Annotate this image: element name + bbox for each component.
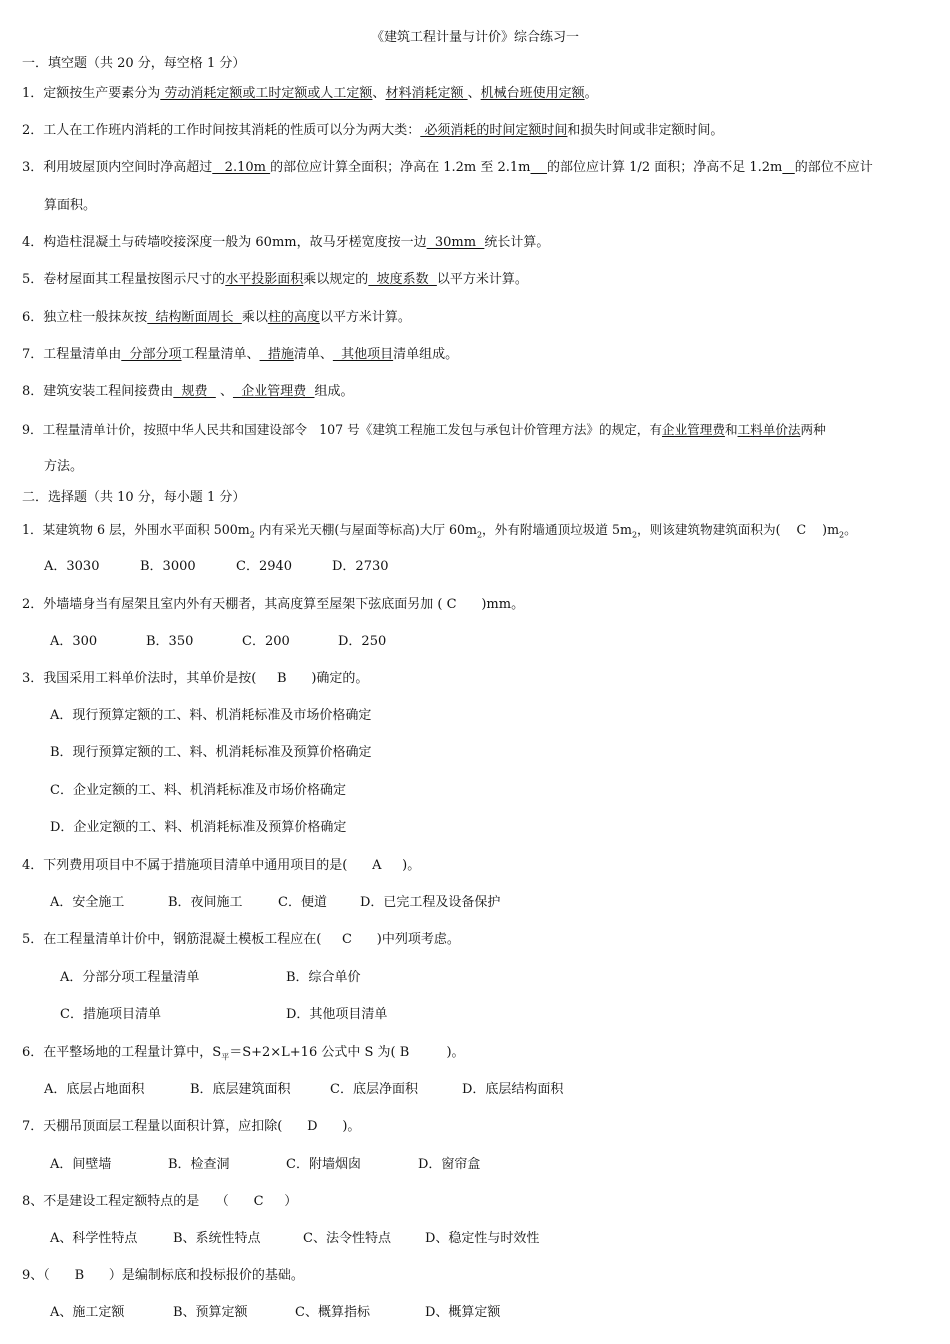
answer-1a: 劳动消耗定额或工时定额或人工定额 [160, 86, 373, 101]
option-item: A．底层占地面积 [44, 1082, 145, 1097]
fill-question-5: 5．卷材屋面其工程量按图示尺寸的水平投影面积乘以规定的 坡度系数 以平方米计算。 [22, 272, 528, 287]
choice-question-4: 4．下列费用项目中不属于措施项目清单中通用项目的是( A )。 [22, 858, 421, 873]
fill-question-1: 1．定额按生产要素分为 劳动消耗定额或工时定额或人工定额、材料消耗定额 、机械台班使用定额。 [22, 86, 598, 101]
answer-5b: 坡度系数 [368, 272, 437, 287]
option-item: B．夜间施工 [168, 895, 243, 910]
option-item: A．3030 [44, 559, 100, 574]
option-item: D．250 [338, 634, 387, 649]
choice-question-6: 6．在平整场地的工程量计算中，$S_平=S+2\times L+16$ 公式中 S 为( B )。 [22, 1045, 465, 1062]
choice-6-options [44, 1082, 563, 1098]
fill-question-3: 3．利用坡屋顶内空间时净高超过 2.10m 的部位应计算全面积；净高在 1.2m 至 2.1m 的部位应计算 1/2 面积；净高不足 1.2m 的部位不应计 [22, 160, 873, 175]
document-title: 《建筑工程计量与计价》综合练习一 [370, 30, 579, 45]
answer-7b: 措施 [259, 347, 294, 362]
option-item: A、施工定额 [50, 1305, 125, 1320]
option-item: D、概算定额 [425, 1305, 501, 1320]
option-item: C．2940 [236, 559, 293, 574]
answer-6a: 结构断面周长 [147, 310, 242, 325]
option-item: B、预算定额 [173, 1305, 248, 1320]
option-item: B．350 [146, 634, 194, 649]
answer-7a: 分部分项 [121, 347, 182, 362]
option-item: C．底层净面积 [330, 1082, 418, 1097]
answer-7c: 其他项目 [332, 347, 394, 362]
choice-2-options [50, 634, 386, 650]
option-item: A．现行预算定额的工、料、机消耗标准及市场价格确定 [50, 708, 372, 723]
option-item: B．底层建筑面积 [190, 1082, 291, 1097]
fill-question-4: 4．构造柱混凝土与砖墙咬接深度一般为 60mm，故马牙槎宽度按一边 30mm 统长计算。 [22, 235, 550, 250]
answer-6b: 柱的高度 [267, 310, 320, 325]
answer-5a: 水平投影面积 [225, 272, 304, 287]
option-item: C．企业定额的工、料、机消耗标准及市场价格确定 [50, 783, 346, 798]
option-item: D．底层结构面积 [462, 1082, 564, 1097]
option-item: B．检查洞 [168, 1157, 230, 1172]
choice-question-8: 8、不是建设工程定额特点的是 （ C ） [22, 1194, 298, 1209]
choice-question-5: 5．在工程量清单计价中，钢筋混凝土模板工程应在( C )中列项考虑。 [22, 932, 460, 947]
option-item: C．措施项目清单 [60, 1007, 161, 1022]
answer-2a: 必须消耗的时间定额时间 [420, 123, 568, 138]
option-item: C．附墙烟囱 [286, 1157, 361, 1172]
choice-5-options-row2 [60, 1007, 387, 1023]
option-item: B．3000 [140, 559, 196, 574]
fill-question-7: 7．工程量清单由 分部分项工程量清单、 措施清单、 其他项目清单组成。 [22, 347, 459, 362]
choice-4-options [50, 895, 500, 911]
option-item: B．现行预算定额的工、料、机消耗标准及预算价格确定 [50, 745, 372, 760]
answer-9a: 企业管理费 [661, 422, 725, 437]
option-item: A．300 [50, 634, 98, 649]
option-item: A、科学性特点 [50, 1231, 138, 1246]
section-1-heading: 一．填空题（共 20 分，每空格 1 分） [22, 56, 246, 71]
option-item: D．企业定额的工、料、机消耗标准及预算价格确定 [50, 820, 347, 835]
option-item: D．窗帘盒 [418, 1157, 481, 1172]
fill-question-3-continued: 算面积。 [44, 198, 97, 213]
option-item: B．综合单价 [286, 970, 361, 985]
choice-question-1: 1．某建筑物 6 层，外围水平面积 $500m_2$ 内有采光天棚(与屋面等标高)大厅 $60m_2$，外有附墙通顶垃圾道 $5m_2$，则该建筑物建筑面积为( C )$m_2$。 [22, 522, 857, 540]
fill-question-9-continued: 方法。 [44, 459, 84, 474]
option-item: D、稳定性与时效性 [425, 1231, 540, 1246]
answer-8a: 规费 [173, 384, 216, 399]
choice-5-options-row1 [60, 970, 361, 986]
choice-1-options [44, 559, 389, 575]
answer-3c [782, 160, 794, 175]
fill-question-2: 2．工人在工作班内消耗的工作时间按其消耗的性质可以分为两大类： 必须消耗的时间定额时间和损失时间或非定额时间。 [22, 123, 724, 138]
choice-9-options [50, 1305, 500, 1321]
option-item: B、系统性特点 [173, 1231, 261, 1246]
answer-1b: 材料消耗定额 [385, 86, 468, 101]
option-item: D．2730 [332, 559, 389, 574]
choice-question-9: 9、（ B ）是编制标底和投标报价的基础。 [22, 1268, 304, 1283]
answer-1c: 机械台班使用定额 [480, 86, 585, 101]
option-item: C、概算指标 [295, 1305, 370, 1320]
choice-question-7: 7．天棚吊顶面层工程量以面积计算，应扣除( D )。 [22, 1119, 361, 1134]
answer-4a: 30mm [426, 235, 485, 250]
answer-8b: 企业管理费 [232, 384, 315, 399]
option-item: C．便道 [278, 895, 327, 910]
answer-3a: 2.10m [212, 160, 271, 175]
choice-8-options [50, 1231, 539, 1247]
fill-question-6: 6．独立柱一般抹灰按 结构断面周长 乘以柱的高度以平方米计算。 [22, 310, 411, 325]
choice-question-2: 2．外墙墙身当有屋架且室内外有天棚者，其高度算至屋架下弦底面另加 ( C )mm。 [22, 597, 525, 612]
option-item: C．200 [242, 634, 290, 649]
answer-9b: 工料单价法 [737, 422, 801, 437]
option-item: A．间壁墙 [50, 1157, 112, 1172]
fill-question-8: 8．建筑安装工程间接费由 规费 、 企业管理费 组成。 [22, 384, 354, 399]
choice-question-3: 3．我国采用工料单价法时，其单价是按( B )确定的。 [22, 671, 369, 686]
choice-7-options [50, 1157, 480, 1173]
section-2-heading: 二．选择题（共 10 分，每小题 1 分） [22, 490, 246, 505]
option-item: A．安全施工 [50, 895, 125, 910]
option-item: A．分部分项工程量清单 [60, 970, 200, 985]
answer-3b [531, 160, 548, 175]
fill-question-9: 9．工程量清单计价，按照中华人民共和国建设部令 107 号《建筑工程施工发包与承包计价管理方法》的规定，有企业管理费和工料单价法两种 [22, 422, 826, 437]
option-item: D．已完工程及设备保护 [360, 895, 501, 910]
option-item: D．其他项目清单 [286, 1007, 388, 1022]
option-item: C、法令性特点 [303, 1231, 391, 1246]
